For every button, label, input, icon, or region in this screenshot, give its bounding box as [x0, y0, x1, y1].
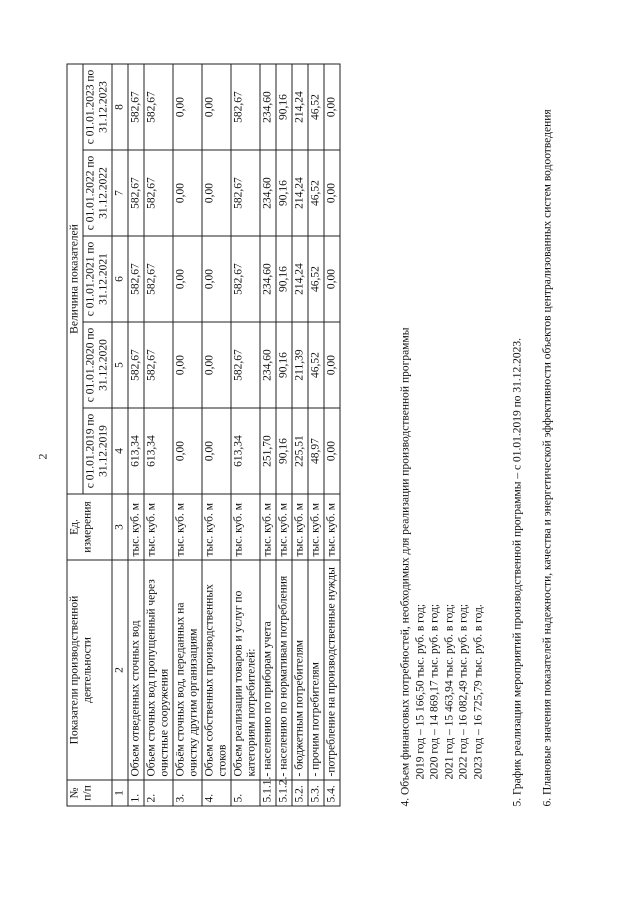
row-value: 582,67: [231, 64, 260, 150]
row-value: 0,00: [202, 150, 231, 236]
row-unit: тыс. куб. м: [144, 494, 173, 560]
row-value: 90,16: [276, 408, 292, 494]
page-number: 2: [35, 453, 50, 460]
row-value: 0,00: [173, 64, 202, 150]
finance-line: 2022 год – 16 082,49 тыс. руб. в год;: [457, 603, 470, 780]
rotated-content: [1, 0, 640, 905]
table-body: [128, 64, 340, 806]
row-indicator: Объем отведенных сточных вод: [128, 560, 144, 780]
table-row: [324, 64, 340, 806]
table-row: [202, 64, 231, 806]
row-value: 0,00: [173, 322, 202, 408]
row-value: 0,00: [173, 150, 202, 236]
row-value: 234,60: [260, 236, 276, 322]
header-period: с 01.01.2019 по 31.12.2019: [83, 408, 112, 494]
row-number: 5.1.1.: [260, 780, 276, 806]
row-number: 5.1.2.: [276, 780, 292, 806]
row-indicator: - прочим потребителям: [308, 560, 324, 780]
row-value: 582,67: [144, 64, 173, 150]
row-unit: тыс. куб. м: [202, 494, 231, 560]
row-value: 582,67: [144, 322, 173, 408]
finance-line: 2021 год – 15 463,94 тыс. руб. в год;: [443, 603, 455, 780]
row-value: 214,24: [292, 64, 308, 150]
row-value: 90,16: [276, 64, 292, 150]
row-unit: тыс. куб. м: [292, 494, 308, 560]
column-index: 6: [112, 236, 128, 322]
header-period: с 01.01.2021 по 31.12.2021: [83, 236, 112, 322]
row-indicator: Объём сточных вод, переданных на очистку другим организациям: [173, 560, 202, 780]
row-indicator: - бюджетным потребителям: [292, 560, 308, 780]
table-row: [144, 64, 173, 806]
row-value: 46,52: [308, 236, 324, 322]
row-value: 0,00: [202, 408, 231, 494]
header-period: с 01.01.2022 по 31.12.2022: [83, 150, 112, 236]
row-indicator: Объем сточных вод пропущенный через очистные сооружения: [144, 560, 173, 780]
row-indicator: - населению по нормативам потребления: [276, 560, 292, 780]
row-value: 90,16: [276, 150, 292, 236]
section-4-title: 4. Объем финансовых потребностей, необходимых для реализации производственной программы: [399, 327, 412, 807]
column-index-row: [112, 64, 128, 806]
column-index: 7: [112, 150, 128, 236]
row-value: 582,67: [128, 322, 144, 408]
header-num: № п/п: [67, 780, 112, 806]
row-value: 582,67: [231, 322, 260, 408]
row-unit: тыс. куб. м: [173, 494, 202, 560]
finance-line: 2020 год – 14 869,17 тыс. руб. в год;: [428, 603, 441, 780]
row-value: 214,24: [292, 150, 308, 236]
header-group: Величина показателей: [67, 64, 83, 494]
row-unit: тыс. куб. м: [324, 494, 340, 560]
row-value: 0,00: [324, 408, 340, 494]
row-number: 2.: [144, 780, 173, 806]
table-row: [308, 64, 324, 806]
finance-line: 2023 год – 16 725,79 тыс. руб. в год.: [472, 604, 484, 780]
row-indicator: - населению по приборам учета: [260, 560, 276, 780]
table-row: [231, 64, 260, 806]
row-number: 4.: [202, 780, 231, 806]
column-index: 1: [112, 780, 128, 806]
section-6: 6. Плановые значения показателей надежности, качества и энергетической эффективности объектов централизованных систем водоотведения: [541, 109, 554, 807]
row-value: 582,67: [144, 236, 173, 322]
row-value: 251,70: [260, 408, 276, 494]
column-index: 8: [112, 64, 128, 150]
row-number: 3.: [173, 780, 202, 806]
row-value: 46,52: [308, 64, 324, 150]
row-value: 0,00: [202, 236, 231, 322]
header-indicator: Показатели производственной деятельности: [67, 560, 112, 780]
row-unit: тыс. куб. м: [231, 494, 260, 560]
row-value: 90,16: [276, 322, 292, 408]
row-value: 582,67: [231, 236, 260, 322]
row-value: 582,67: [231, 150, 260, 236]
row-value: 225,51: [292, 408, 308, 494]
header-period: с 01.01.2023 по 31.12.2023: [83, 64, 112, 150]
table-row: [173, 64, 202, 806]
row-value: 0,00: [324, 64, 340, 150]
finance-line: 2019 год – 15 166,50 тыс. руб. в год;: [414, 603, 426, 780]
section-5: 5. График реализации мероприятий производственной программы – с 01.01.2019 по 31.12.2023.: [511, 337, 524, 807]
column-index: 2: [112, 560, 128, 780]
row-indicator: -потребление на производственные нужды: [324, 560, 340, 780]
row-value: 211,39: [292, 322, 308, 408]
row-value: 613,34: [128, 408, 144, 494]
row-value: 0,00: [173, 236, 202, 322]
row-value: 234,60: [260, 150, 276, 236]
table-row: [292, 64, 308, 806]
column-index: 3: [112, 494, 128, 560]
row-value: 234,60: [260, 322, 276, 408]
row-number: 1.: [128, 780, 144, 806]
row-value: 234,60: [260, 64, 276, 150]
row-value: 582,67: [128, 236, 144, 322]
row-value: 46,52: [308, 322, 324, 408]
row-number: 5.3.: [308, 780, 324, 806]
row-value: 0,00: [324, 150, 340, 236]
row-value: 0,00: [202, 64, 231, 150]
row-value: 582,67: [128, 150, 144, 236]
row-value: 0,00: [173, 408, 202, 494]
row-value: 48,97: [308, 408, 324, 494]
indicators-table: [67, 64, 341, 807]
row-value: 90,16: [276, 236, 292, 322]
row-unit: тыс. куб. м: [128, 494, 144, 560]
row-number: 5.2.: [292, 780, 308, 806]
row-number: 5.4.: [324, 780, 340, 806]
row-value: 613,34: [144, 408, 173, 494]
row-indicator: Объем собственных производственных стоков: [202, 560, 231, 780]
section-4: [399, 247, 486, 807]
header-unit: Ед. измерения: [67, 494, 112, 560]
row-value: 613,34: [231, 408, 260, 494]
row-number: 5.: [231, 780, 260, 806]
row-unit: тыс. куб. м: [260, 494, 276, 560]
row-value: 0,00: [202, 322, 231, 408]
row-value: 582,67: [144, 150, 173, 236]
row-indicator: Объем реализации товаров и услуг по категориям потребителей:: [231, 560, 260, 780]
table-row: [260, 64, 276, 806]
row-value: 0,00: [324, 322, 340, 408]
table-row: [276, 64, 292, 806]
row-value: 46,52: [308, 150, 324, 236]
row-value: 214,24: [292, 236, 308, 322]
column-index: 5: [112, 322, 128, 408]
column-index: 4: [112, 408, 128, 494]
table-row: [128, 64, 144, 806]
row-value: 0,00: [324, 236, 340, 322]
row-unit: тыс. куб. м: [276, 494, 292, 560]
row-value: 582,67: [128, 64, 144, 150]
header-period: с 01.01.2020 по 31.12.2020: [83, 322, 112, 408]
row-unit: тыс. куб. м: [308, 494, 324, 560]
